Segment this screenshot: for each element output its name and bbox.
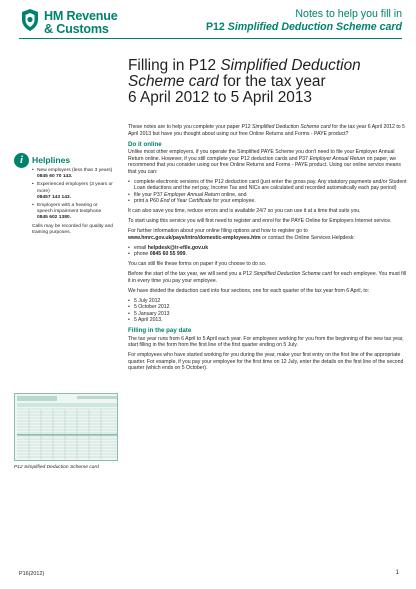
header-line2 [206,21,402,34]
online-p6-italic: Simplified Deduction Scheme card [253,271,333,277]
online-p1b: on paper, we recommend that you consider using our free Online Returns and Forms - PAYE product. Using our online service means that you can: [128,155,401,175]
page-number: 1 [395,570,399,576]
helpdesk-contact-list [128,245,408,258]
header-line2-prefix: P12 [205,21,228,33]
deduction-card-thumbnail [14,393,118,461]
bullet3b: for your employee. [211,198,256,204]
online-paragraph4 [128,228,408,241]
online-benefits-list [128,179,408,205]
online-p6a: Before the start of the tax year, we will send you a P12 [128,271,254,277]
list-item: • 5 October 2012 [128,304,408,311]
bullet2b: online, and [219,191,247,198]
helplines-note: Calls may be recorded for quality and training purposes. [32,223,114,235]
online-p4: For further information about your online filing options and how to register go to [128,228,308,234]
hmrc-link[interactable]: www.hmrc.gov.uk/paye/intro/domestic-employees.htm [128,234,261,241]
list-item [128,198,408,205]
online-p6b: for each employee. You must fill it in every time you pay your employee. [128,271,407,284]
header-line2-italic: Simplified Deduction Scheme card [227,21,402,33]
bullet3-italic: End of Year Certificate [160,198,212,204]
helpline-item [32,168,114,180]
intro-italic: Simplified Deduction Scheme card [252,124,331,130]
list-item: • 5 July 2012 [128,298,408,305]
heading-filling-pay-date: Filling in the pay date [128,327,192,334]
helpline-item [32,203,114,222]
deduction-card-image [15,394,118,461]
online-paragraph2: It can also save you time, reduce errors and is available 24/7 so you can use it at a time that suits you. [128,208,361,214]
heading-do-it-online: Do it online [128,140,162,148]
helpline-label: New employers (less than 3 years) [37,168,113,173]
online-paragraph1 [128,149,408,175]
bullet2-italic: Employer Annual Return [164,191,220,198]
helpline-phone: 0845 60 70 143. [37,174,73,180]
logo-text-line1: HM Revenue [44,9,118,23]
helplines-panel [32,168,114,236]
online-paragraph3: To start using this service you will first need to register and enrol for the PAYE Online for Employers Internet service. [128,218,392,224]
intro-text1: These notes are to help you complete your paper P12 [128,124,253,130]
online-paragraph7: We have divided the deduction card into four sections, one for each quarter of the tax year from 6 April, to: [128,287,370,294]
page-title [128,58,408,106]
card-caption: P12 Simplified Deduction Scheme card [14,465,99,470]
email-label: email [134,244,148,251]
helpdesk-email-link[interactable]: helpdesk@ir-efile.gov.uk [147,244,209,251]
title-line3: 6 April 2012 to 5 April 2013 [128,89,312,106]
helpline-phone: 0845 602 1380. [37,215,71,221]
online-p4b: or contact the Online Services Helpdesk: [260,234,355,241]
hmrc-logo [19,8,129,40]
online-p1a: Unlike most other employers, if you operate the Simplified PAYE Scheme you don't need to file your Employer Annual Return online. However, if you still complete your P12 deduction cards and P37 [128,149,395,162]
helplines-title: Helplines [32,155,71,165]
helplines-list [32,168,114,222]
helpdesk-phone: 0845 60 55 999 [149,251,186,257]
list-item: • 5 April 2013. [128,317,408,324]
payday-paragraph1: The tax year runs from 6 April to 5 April each year. For employees working for you from the beginning of the new tax year, start filling in the form from the first line of the first quarter ending on 5 July. [128,335,404,348]
list-item: • complete electronic versions of the P12 deduction card (just enter the gross pay. Any statutory payments and/or Student Loan deductions and the net pay, Income Tax and NICs are calculated and recorded automatically each pay period) [128,179,408,192]
header-rule [19,38,402,39]
phone-label: phone [134,251,150,257]
header-line1: Notes to help you fill in [295,8,402,20]
phone-end: . [185,251,187,257]
helpline-label: Employers with a hearing or speech impairment textphone [37,203,102,215]
intro-text2: for the tax year 6 April 2012 to 5 April 2013 but have you thought about using our free Online Returns and Forms - PAYE product? [128,124,405,137]
online-paragraph6 [128,271,408,284]
hmrc-crest-icon [19,8,41,32]
quarter-dates-list [128,298,408,324]
helpline-phone: 08457 143 143. [37,194,71,200]
bullet3a: print a P60 [134,198,161,204]
form-code: P16(2012) [19,571,45,577]
info-icon: i [14,153,29,168]
online-p1-italic: Employer Annual Return [309,155,366,162]
main-content [128,124,408,375]
title-part1-italic: Simplified Deduction Scheme card [128,57,361,90]
title-part2: for the tax year [218,73,326,90]
list-item: • 5 January 2013 [128,311,408,318]
payday-paragraph2: For employees who have started working for you during the year, make your first entry on the first line of the appropriate quarter. For example, if you pay your employee for the first time on 12 July, enter the details on the first line of the second quarter (which ends on 5 October). [128,352,404,371]
list-item [128,251,408,258]
helpline-item [32,182,114,201]
helpline-label: Experienced employers (3 years or more) [37,182,113,194]
bullet2a: file your P37 [134,191,165,198]
logo-text-line2: & Customs [44,22,109,36]
online-paragraph5: You can still file these forms on paper if you choose to do so. [128,261,267,267]
title-part1: Filling in P12 [128,57,221,74]
intro-paragraph [128,124,408,137]
